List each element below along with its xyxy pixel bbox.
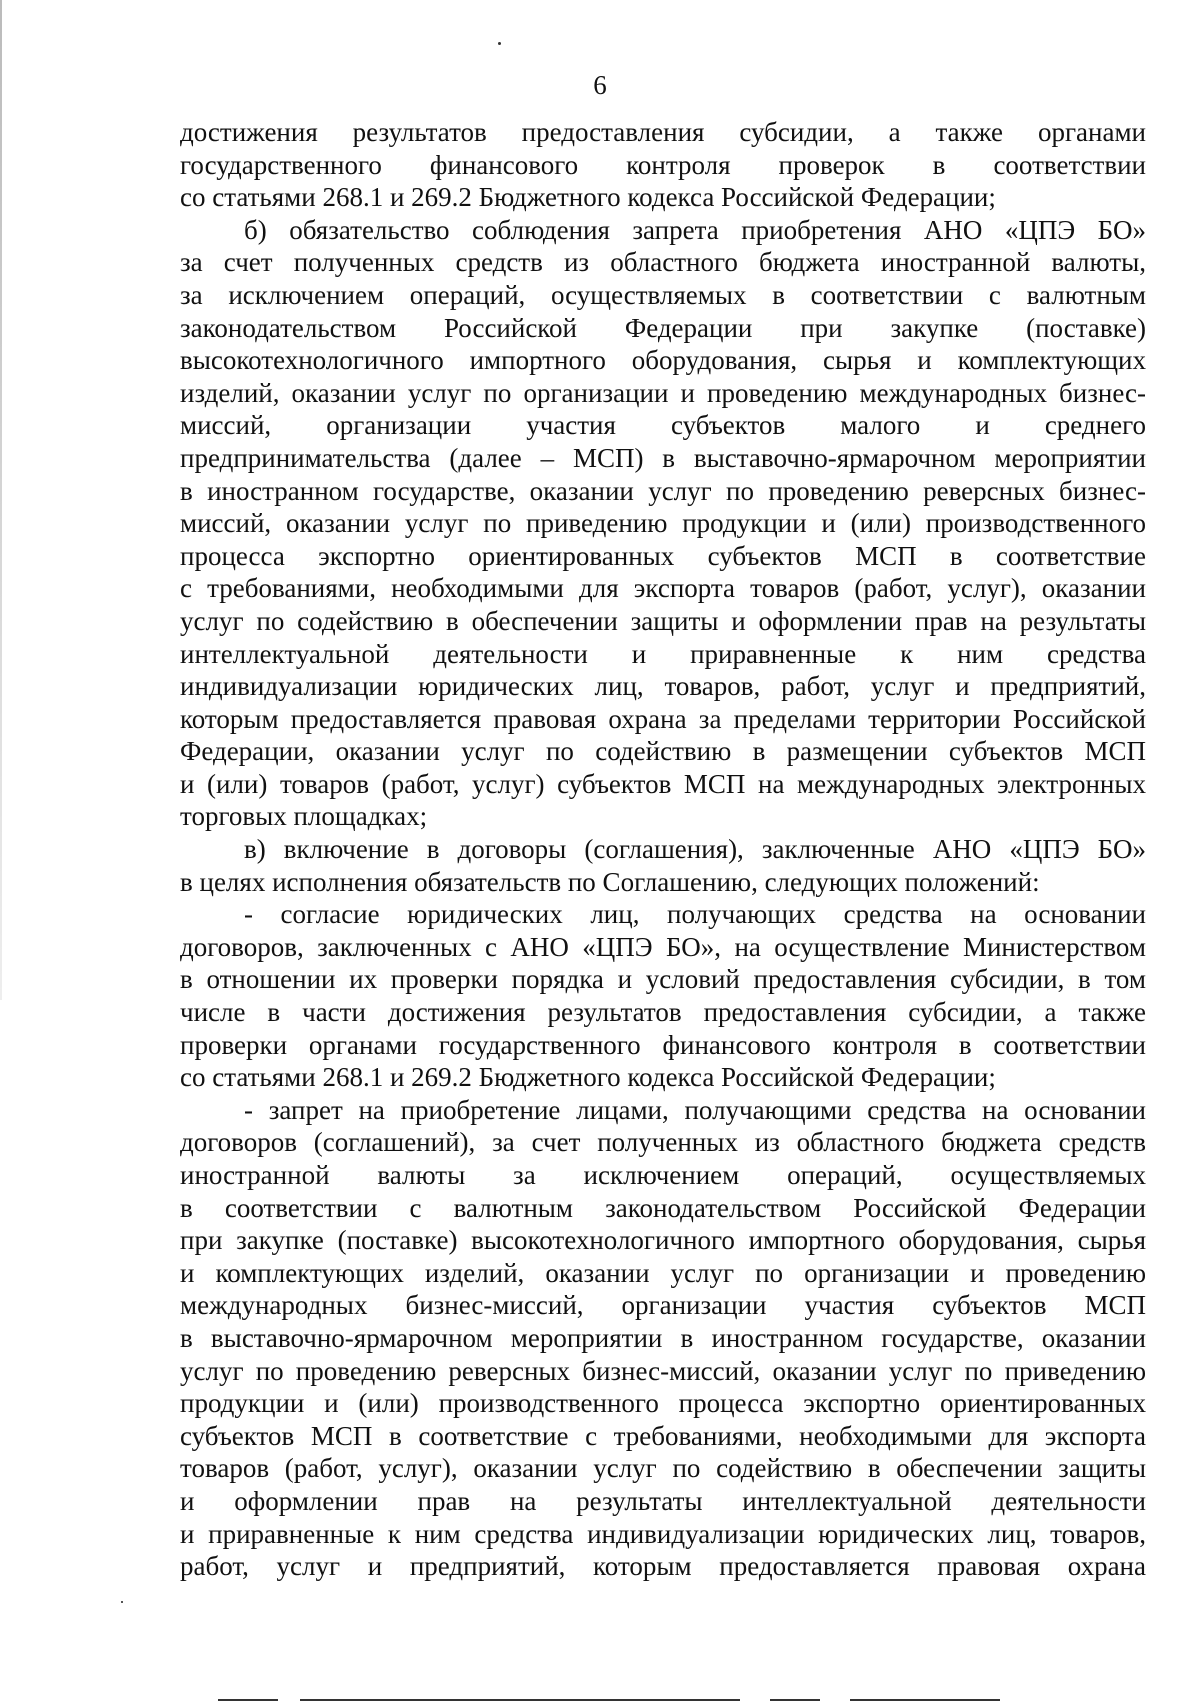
scan-left-edge-shadow — [0, 0, 2, 1000]
scan-bottom-edge-mark — [300, 1699, 740, 1701]
text-line: в отношении их проверки порядка и условий предоставления субсидии, в том — [180, 964, 1146, 995]
text-line: и (или) товаров (работ, услуг) субъектов МСП на международных электронных — [180, 768, 1146, 799]
scan-bottom-edge-mark — [218, 1699, 278, 1701]
text-line: индивидуализации юридических лиц, товаров, работ, услуг и предприятий, — [180, 671, 1146, 702]
text-line: и приравненные к ним средства индивидуализации юридических лиц, товаров, — [180, 1518, 1146, 1549]
text-line: и оформлении прав на результаты интеллектуальной деятельности — [180, 1485, 1146, 1516]
text-line: - согласие юридических лиц, получающих средства на основании — [244, 899, 1146, 930]
text-line: в выставочно-ярмарочном мероприятии в иностранном государстве, оказании — [180, 1322, 1146, 1353]
text-line: законодательством Российской Федерации при закупке (поставке) — [180, 312, 1146, 343]
scan-bottom-edge-mark — [850, 1699, 1000, 1701]
scan-bottom-edge-mark — [770, 1699, 820, 1701]
text-line: в) включение в договоры (соглашения), заключенные АНО «ЦПЭ БО» — [244, 834, 1146, 865]
text-line: за исключением операций, осуществляемых в соответствии с валютным — [180, 279, 1146, 310]
text-line: процесса экспортно ориентированных субъектов МСП в соответствие — [180, 540, 1146, 571]
body-text — [180, 116, 1146, 1583]
text-line: б) обязательство соблюдения запрета приобретения АНО «ЦПЭ БО» — [244, 214, 1146, 245]
text-line: работ, услуг и предприятий, которым предоставляется правовая охрана — [180, 1551, 1146, 1582]
text-line: в целях исполнения обязательств по Соглашению, следующих положений: — [180, 866, 1040, 897]
text-line: числе в части достижения результатов предоставления субсидии, а также — [180, 997, 1146, 1028]
text-line: интеллектуальной деятельности и приравненные к ним средства — [180, 638, 1146, 669]
text-line: услуг по проведению реверсных бизнес-миссий, оказании услуг по приведению — [180, 1355, 1146, 1386]
scan-speck — [498, 42, 501, 45]
text-line: проверки органами государственного финансового контроля в соответствии — [180, 1029, 1146, 1060]
text-line: государственного финансового контроля проверок в соответствии — [180, 149, 1146, 180]
text-line: миссий, оказании услуг по приведению продукции и (или) производственного — [180, 508, 1146, 539]
text-line: в иностранном государстве, оказании услуг по проведению реверсных бизнес- — [180, 475, 1146, 506]
page-number: 6 — [593, 70, 607, 100]
text-line: которым предоставляется правовая охрана за пределами территории Российской — [180, 703, 1146, 734]
text-line: с требованиями, необходимыми для экспорта товаров (работ, услуг), оказании — [180, 573, 1146, 604]
text-line: иностранной валюты за исключением операций, осуществляемых — [180, 1160, 1146, 1190]
text-line: со статьями 268.1 и 269.2 Бюджетного кодекса Российской Федерации; — [180, 182, 996, 213]
text-line: за счет полученных средств из областного бюджета иностранной валюты, — [180, 247, 1146, 278]
text-line: со статьями 268.1 и 269.2 Бюджетного кодекса Российской Федерации; — [180, 1062, 996, 1093]
text-line: услуг по содействию в обеспечении защиты и оформлении прав на результаты — [180, 605, 1146, 636]
text-line: при закупке (поставке) высокотехнологичного импортного оборудования, сырья — [180, 1225, 1146, 1256]
text-line: субъектов МСП в соответствие с требованиями, необходимыми для экспорта — [180, 1420, 1146, 1451]
text-line: достижения результатов предоставления субсидии, а также органами — [180, 117, 1146, 147]
text-line: Федерации, оказании услуг по содействию в размещении субъектов МСП — [180, 736, 1146, 767]
text-line: договоров (соглашений), за счет полученных из областного бюджета средств — [180, 1127, 1146, 1158]
text-line: продукции и (или) производственного процесса экспортно ориентированных — [180, 1388, 1146, 1419]
text-line: - запрет на приобретение лицами, получающими средства на основании — [244, 1094, 1146, 1125]
text-line: миссий, организации участия субъектов малого и среднего — [180, 410, 1146, 441]
text-line: договоров, заключенных с АНО «ЦПЭ БО», на осуществление Министерством — [180, 931, 1146, 962]
scan-speck-bottom — [121, 1601, 123, 1603]
text-line: международных бизнес-миссий, организации участия субъектов МСП — [180, 1290, 1146, 1321]
text-line: и комплектующих изделий, оказании услуг по организации и проведению — [180, 1257, 1146, 1288]
text-line: предпринимательства (далее – МСП) в выставочно-ярмарочном мероприятии — [180, 442, 1146, 473]
text-line: товаров (работ, услуг), оказании услуг по содействию в обеспечении защиты — [180, 1453, 1146, 1484]
text-line: торговых площадках; — [180, 801, 428, 832]
text-line: изделий, оказании услуг по организации и проведению международных бизнес- — [180, 377, 1146, 408]
text-line: высокотехнологичного импортного оборудования, сырья и комплектующих — [180, 345, 1146, 376]
text-line: в соответствии с валютным законодательством Российской Федерации — [180, 1192, 1146, 1223]
